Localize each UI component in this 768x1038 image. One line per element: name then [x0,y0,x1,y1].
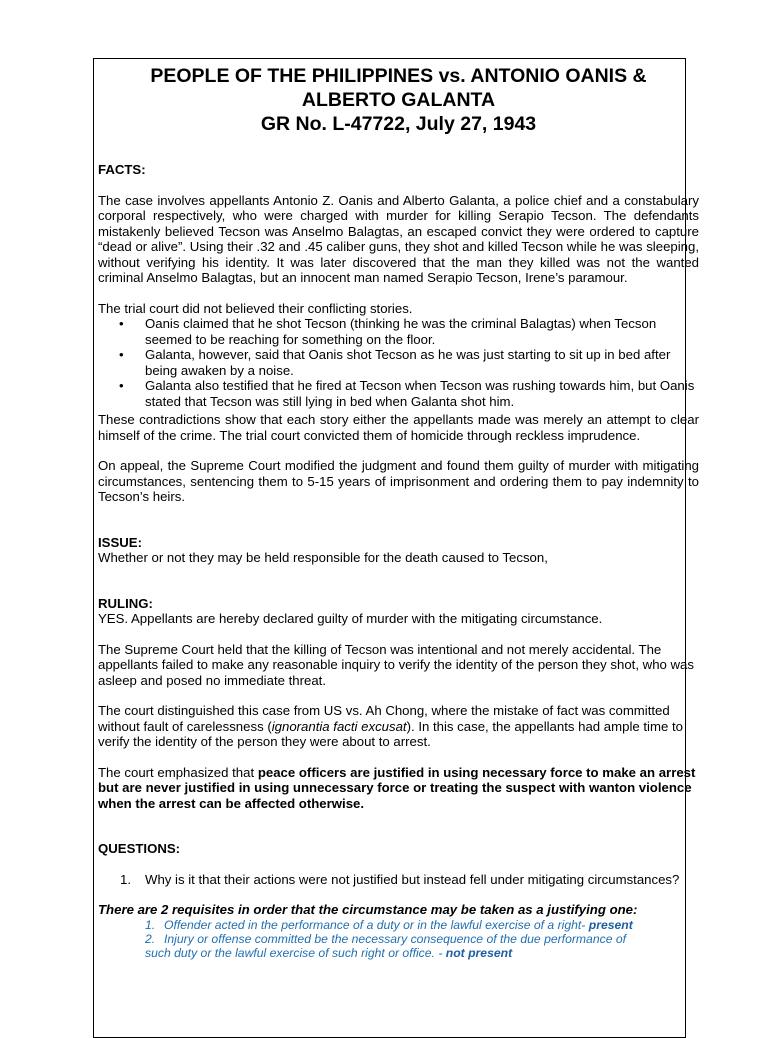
list-item: • Oanis claimed that he shot Tecson (thinking he was the criminal Balagtas) when Tecson seemed to be reaching for something on the floor. [119,316,657,347]
ruling-paragraph-1: YES. Appellants are hereby declared guilty of murder with the mitigating circumstance. [98,611,603,626]
facts-paragraph-3: These contradictions show that each story either the appellants made was merely an attempt to clear himself of the crime. The trial court convicted them of homicide through reckless imprudence. [98,412,699,443]
issue-text: Whether or not they may be held responsible for the death caused to Tecson, [98,550,548,565]
list-item: 1. Why is it that their actions were not justified but instead fell under mitigating circumstances? [120,871,680,887]
status-badge: present [588,917,633,932]
ruling-heading: RULING: [98,595,153,611]
answer-lead: There are 2 requisites in order that the circumstance may be taken as a justifying one: [98,902,638,917]
ruling-paragraph-2: The Supreme Court held that the killing of Tecson was intentional and not merely accidental. The appellants failed to make any reasonable inquiry to verify the identity of the person they shot, who was asleep and posed no immediate threat. [98,641,694,688]
case-title [98,64,699,136]
latin-phrase: ignorantia facti excusat [271,718,407,734]
facts-heading: FACTS: [98,162,146,177]
title-line-1: PEOPLE OF THE PHILIPPINES vs. ANTONIO OANIS & [150,65,647,87]
list-item: 1. Offender acted in the performance of a duty or in the lawful exercise of a right- present [145,917,633,932]
facts-paragraph-1: The case involves appellants Antonio Z. Oanis and Alberto Galanta, a police chief and a constabulary corporal respectively, who were charged with murder for killing Serapio Tecson. The defendants mistakenly believed Tecson was Anselmo Balagtas, an escaped convict they were ordered to capture “dead or alive”. Using their .32 and .45 caliber guns, they shot and killed Tecson while he was sleeping, without verifying his identity. It was later discovered that the man they killed was not the wanted criminal Anselmo Balagtas, but an innocent man named Serapio Tecson, Irene’s paramour. [98,192,699,285]
list-item-continuation: such duty or the lawful exercise of such right or office. - not present [145,945,513,960]
list-item: • Galanta, however, said that Oanis shot Tecson as he was just starting to sit up in bed after being awaken by a noise. [119,347,671,378]
list-item: 2. Injury or offense committed be the necessary consequence of the due performance of [145,931,627,946]
ruling-paragraph-3: The court distinguished this case from US vs. Ah Chong, where the mistake of fact was committed without fault of carelessness (ignorantia facti excusat). In this case, the appellants had ample time to verify the identity of the person they were about to arrest. [98,703,683,749]
document-body [98,64,699,960]
questions-heading: QUESTIONS: [98,841,181,856]
questions-list [98,872,699,888]
title-line-2: ALBERTO GALANTA [301,89,496,111]
requisites-list [98,918,699,960]
emphasis-text: peace officers are justified in using necessary force to make an arrest but are never justified in using unnecessary force or treating the suspect with wanton violence when the arrest can be affected otherwise. [98,764,696,811]
title-line-3: GR No. L-47722, July 27, 1943 [260,113,537,135]
bullet-icon: • [119,378,124,393]
status-badge: not present [445,945,513,960]
issue-heading: ISSUE: [98,534,142,550]
ruling-paragraph-4: The court emphasized that peace officers are justified in using necessary force to make an arrest but are never justified in using unnecessary force or treating the suspect with wanton violence when the arrest can be affected otherwise. [98,764,696,811]
list-item: • Galanta also testified that he fired at Tecson when Tecson was rushing towards him, but Oanis stated that Tecson was still lying in bed when Galanta shot him. [119,378,695,409]
facts-paragraph-2: The trial court did not believed their conflicting stories. [98,300,413,316]
bullet-icon: • [119,316,124,331]
bullet-icon: • [119,347,124,362]
facts-paragraph-4: On appeal, the Supreme Court modified the judgment and found them guilty of murder with mitigating circumstances, sentencing them to 5-15 years of imprisonment and ordering them to pay indemnity to Tecson’s heirs. [98,458,699,504]
facts-bullet-list [98,316,699,409]
